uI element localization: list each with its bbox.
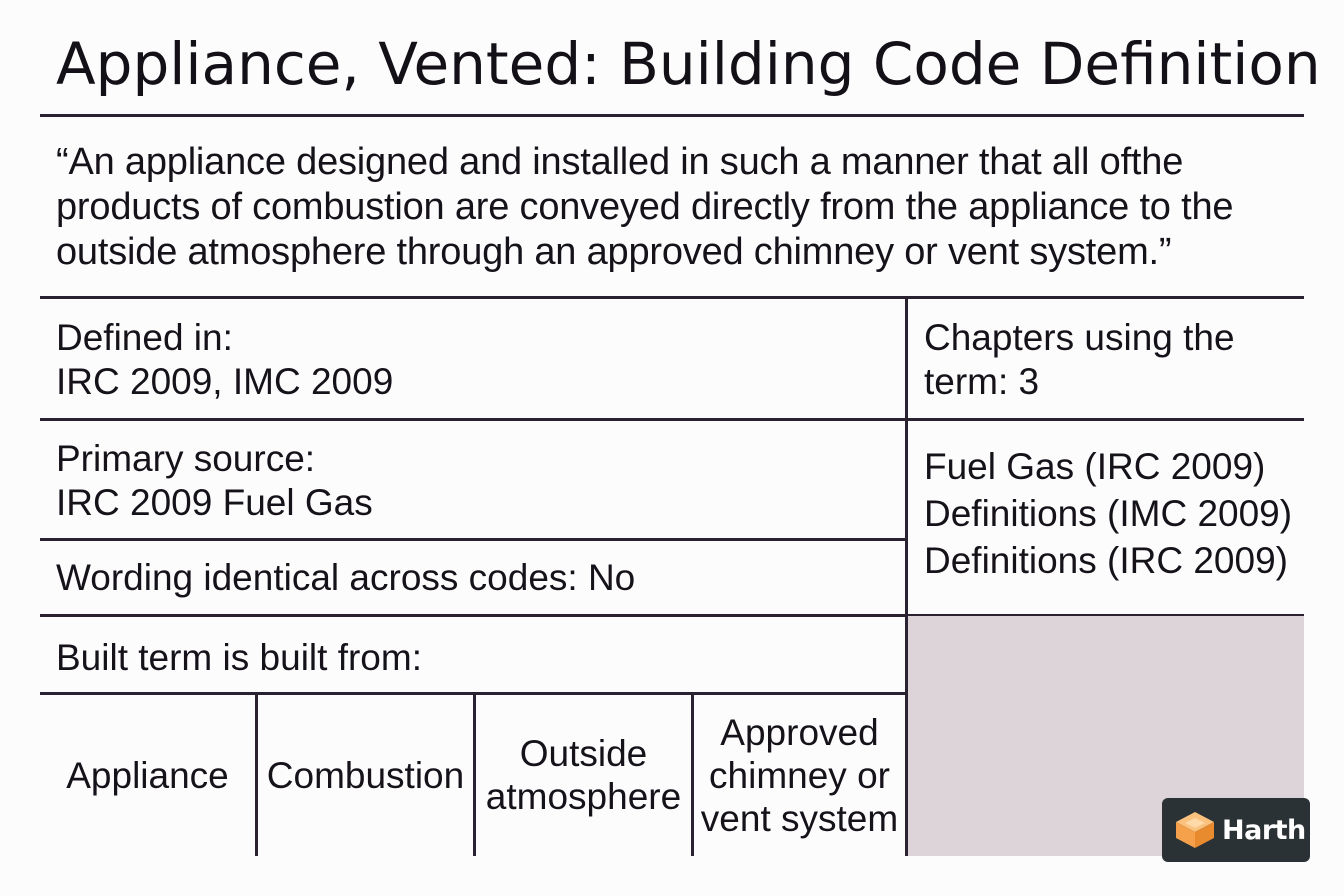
harth-logo (1162, 798, 1310, 862)
page-title: Appliance, Vented: Building Code Definition (56, 30, 1321, 98)
component-line: vent system (700, 797, 899, 839)
chapters-count-cell (924, 316, 1235, 404)
wording-identical: Wording identical across codes: No (56, 557, 636, 598)
component-line: atmosphere (485, 776, 682, 817)
component-line: Outside (519, 733, 648, 774)
primary-source-label: Primary source: (56, 438, 316, 479)
built-from-label: Built term is built from: (56, 637, 422, 678)
component-line: Approved (720, 711, 879, 753)
defined-in-cell (56, 316, 393, 404)
chapters-count-value: term: 3 (924, 361, 1040, 402)
component-line: chimney or (709, 754, 890, 796)
chapter-item: Definitions (IMC 2009) (924, 493, 1293, 534)
primary-source-value: IRC 2009 Fuel Gas (56, 482, 373, 523)
component-combustion (258, 695, 473, 855)
chapter-item: Definitions (IRC 2009) (924, 540, 1288, 581)
logo-text: Harth (1222, 814, 1306, 846)
house-cube-icon (1174, 810, 1216, 850)
chapters-count-label: Chapters using the (924, 317, 1235, 358)
chapters-list (924, 443, 1292, 584)
title-divider (40, 114, 1304, 117)
component-approved-chimney (694, 695, 905, 855)
defined-in-value: IRC 2009, IMC 2009 (56, 361, 394, 402)
chapter-item: Fuel Gas (IRC 2009) (924, 446, 1266, 487)
table-row-divider-1 (40, 418, 1304, 421)
table-row-divider-2 (40, 538, 908, 541)
component-line: Appliance (66, 754, 229, 796)
defined-in-label: Defined in: (56, 317, 233, 358)
component-appliance (40, 695, 255, 855)
table-top-border (40, 296, 1304, 299)
primary-source-cell (56, 437, 373, 525)
component-line: Combustion (266, 754, 465, 796)
component-outside-atmosphere (476, 695, 691, 855)
definition-quote: “An appliance designed and installed in such a manner that all ofthe products of combustion are conveyed directly from the appliance to the outside atmosphere through an approved chimney or vent system.” (56, 141, 1234, 273)
